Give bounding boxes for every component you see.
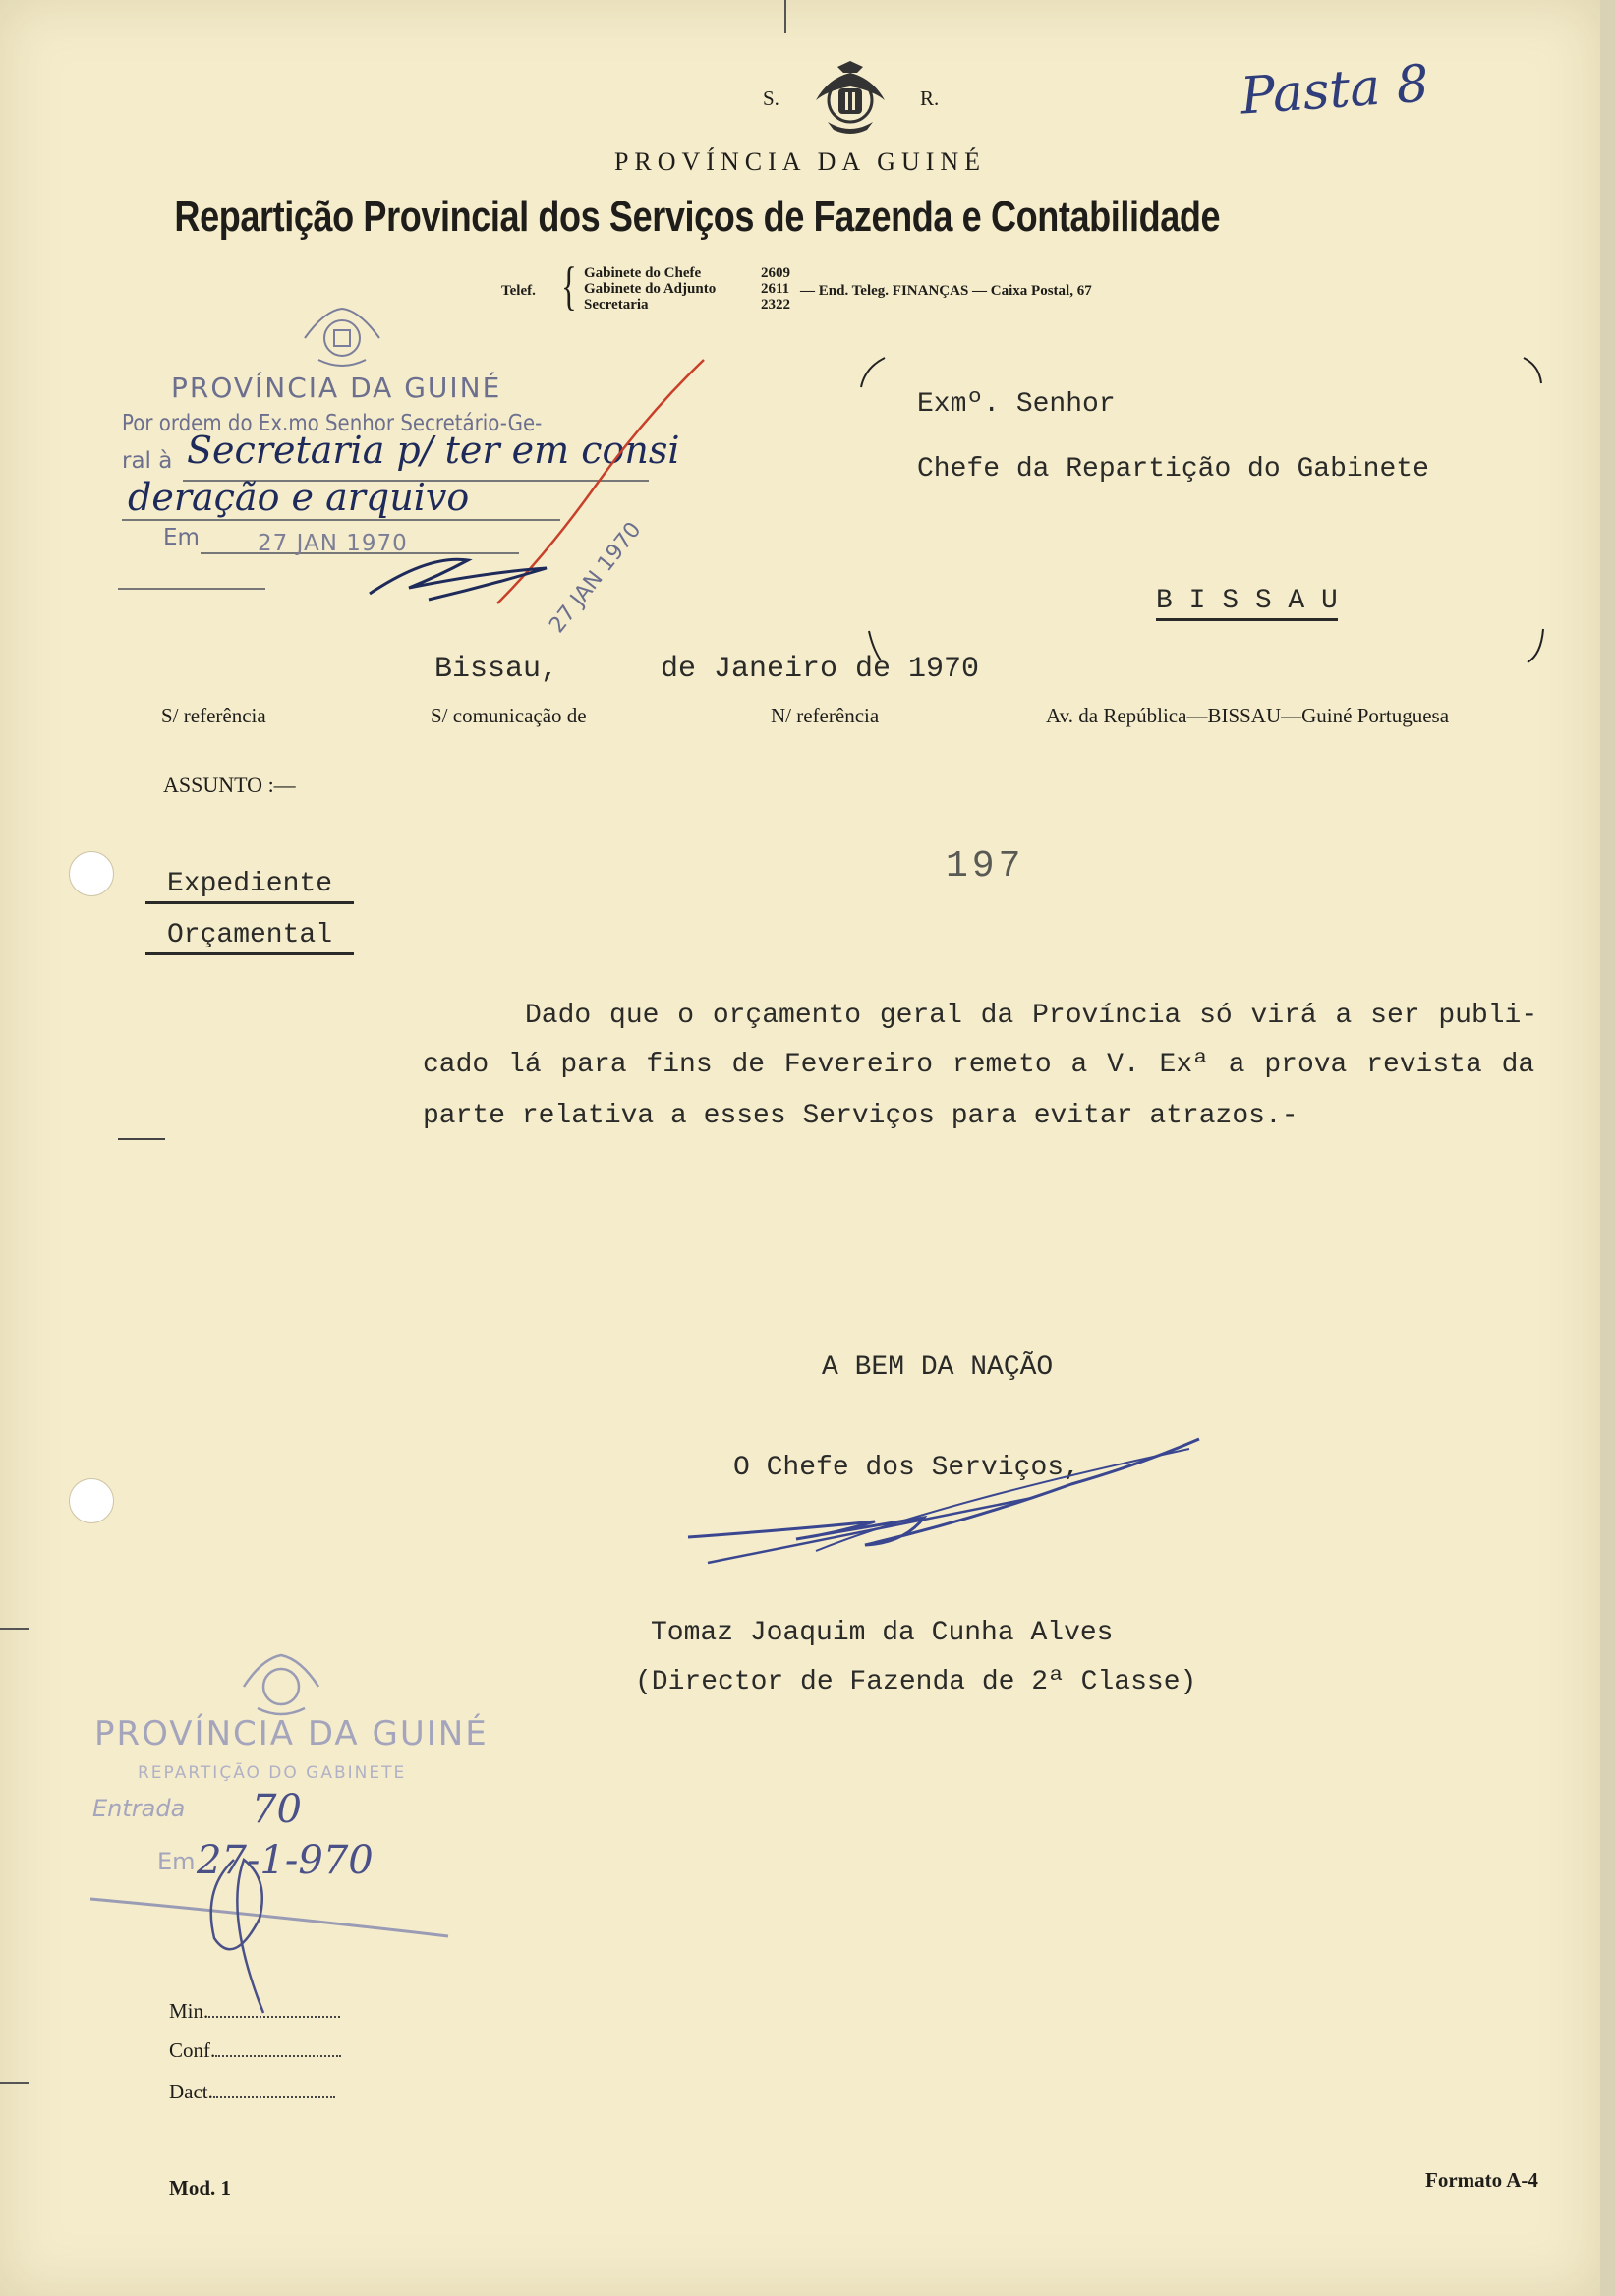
stamp-top-underline-4 (118, 588, 265, 590)
red-pencil-mark (350, 358, 714, 613)
ref-ours: N/ referência (771, 704, 880, 727)
footer-dact (169, 2080, 335, 2104)
addressee-city: B I S S A U (1156, 586, 1338, 621)
handwritten-folder-ref: Pasta 8 (1239, 54, 1431, 127)
phone-number-secretaria: 2322 (761, 297, 790, 313)
department-heading: Repartição Provincial dos Serviços de Fazenda e Contabilidade (174, 193, 1221, 241)
stamp-bottom-crest-icon (232, 1647, 330, 1722)
date-day-stamp: 27 JAN 1970 (545, 517, 647, 638)
phone-label-secretaria: Secretaria (584, 297, 649, 313)
subject-line-1: Expediente (145, 869, 354, 904)
ref-communication: S/ comunicação de (431, 704, 587, 727)
addressee-title: Chefe da Repartição do Gabinete (917, 454, 1429, 485)
coat-of-arms-icon (808, 61, 893, 138)
telef-label: Telef. (501, 283, 536, 299)
stamp-bottom-sub: REPARTIÇÃO DO GABINETE (138, 1763, 407, 1783)
margin-mark (118, 1138, 165, 1140)
edge-tick-2 (0, 2082, 29, 2084)
stamp-bottom-em-label: Em (157, 1848, 196, 1875)
punch-hole-top (69, 851, 114, 896)
handwritten-routing-2: deração e arquivo (128, 476, 470, 519)
signatory-name: Tomaz Joaquim da Cunha Alves (651, 1618, 1114, 1648)
stamp-top-ral-prefix: ral à (122, 448, 173, 474)
footer-min-label: Min. (169, 1999, 209, 2023)
phone-number-chefe: 2609 (761, 265, 790, 281)
closing-role: O Chefe dos Serviços, (733, 1453, 1080, 1483)
signatory-position: (Director de Fazenda de 2ª Classe) (635, 1667, 1197, 1697)
footer-min-line (208, 2016, 340, 2018)
top-center-tick (784, 0, 786, 33)
footer-conf-line (215, 2055, 341, 2057)
body-line-3: parte relativa a esses Serviços para evitar atrazos.- (423, 1101, 1298, 1131)
phone-label-chefe: Gabinete do Chefe (584, 265, 702, 281)
stamp-bottom-title: PROVÍNCIA DA GUINÉ (94, 1714, 489, 1753)
signature (678, 1435, 1209, 1573)
ref-sender: S/ referência (161, 704, 266, 727)
phone-label-adjunto: Gabinete do Adjunto (584, 281, 717, 297)
edge-tick-1 (0, 1628, 29, 1630)
header-left-letter: S. (763, 86, 779, 110)
phone-labels (584, 265, 716, 313)
body-line-1: Dado que o orçamento geral da Província só virá a ser publi- (525, 1001, 1538, 1031)
body-line-2: cado lá para fins de Fevereiro remeto a V. Exª a prova revista da (423, 1050, 1535, 1080)
stamp-bottom-entrada-label: Entrada (92, 1795, 186, 1822)
footer-format: Formato A-4 (1425, 2168, 1538, 2192)
closing-motto: A BEM DA NAÇÃO (822, 1352, 1054, 1383)
punch-hole-bottom (69, 1478, 114, 1523)
stamp-top-em-label: Em (163, 525, 200, 550)
addressee-salutation: Exmº. Senhor (917, 389, 1116, 420)
footer-min (169, 1999, 340, 2024)
document-number: 197 (946, 845, 1025, 888)
phone-numbers (761, 265, 790, 313)
phone-number-adjunto: 2611 (761, 281, 790, 297)
date-place: Bissau, (434, 653, 559, 686)
ref-address: Av. da República—BISSAU—Guiné Portuguesa (1046, 704, 1450, 727)
footer-conf (169, 2038, 341, 2063)
footer-dact-line (213, 2096, 335, 2098)
brace: { (561, 257, 577, 316)
handwritten-routing-1: Secretaria p/ ter em consi (187, 429, 680, 472)
subject-line-2: Orçamental (145, 920, 354, 955)
stamp-top-order-line: Por ordem do Ex.mo Senhor Secretário-Ge- (122, 411, 543, 436)
footer-conf-label: Conf. (169, 2038, 216, 2062)
province-heading: PROVÍNCIA DA GUINÉ (613, 147, 987, 176)
stamp-bottom-entry-number: 70 (252, 1787, 302, 1832)
subject-label: ASSUNTO :— (163, 773, 296, 797)
stamp-top-date: 27 JAN 1970 (258, 531, 408, 556)
header-right-letter: R. (920, 86, 940, 110)
stamp-top-title: PROVÍNCIA DA GUINÉ (171, 372, 502, 404)
telegraph-line: — End. Teleg. FINANÇAS — Caixa Postal, 67 (800, 283, 1092, 299)
stamp-bottom-date: 27-1-970 (197, 1838, 374, 1883)
footer-model: Mod. 1 (169, 2176, 231, 2200)
date-month-year: de Janeiro de 1970 (661, 653, 980, 686)
footer-dact-label: Dact. (169, 2080, 213, 2103)
